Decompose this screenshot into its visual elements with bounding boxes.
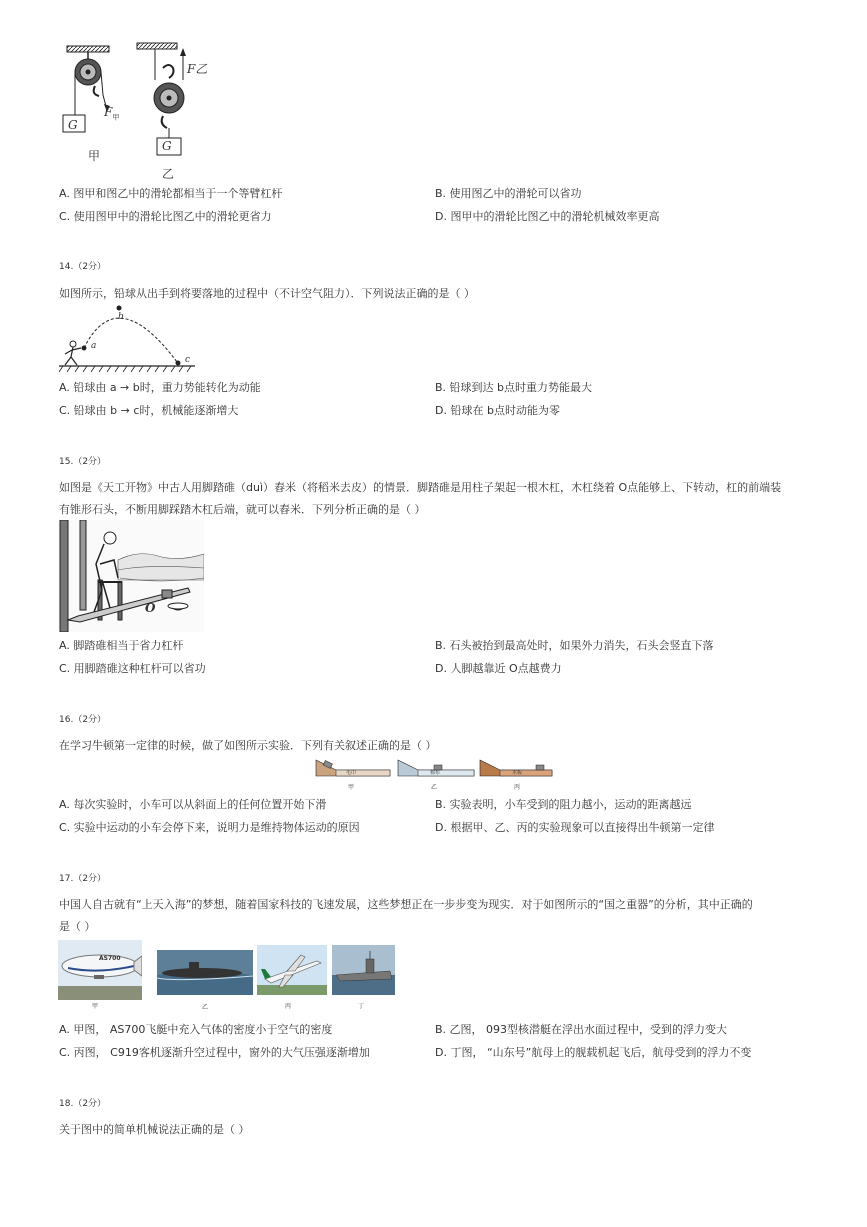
q14-option-a[interactable]: A. 铅球由 a → b时，重力势能转化为动能 bbox=[59, 381, 261, 394]
q17-option-d[interactable]: D. 丁图， “山东号”航母上的舰载机起飞后，航母受到的浮力不变 bbox=[435, 1046, 752, 1059]
q13-option-a[interactable]: A. 图甲和图乙中的滑轮都相当于一个等臂杠杆 bbox=[59, 187, 283, 200]
q15-stem-line1: 如图是《天工开物》中古人用脚踏碓（duì）舂米（将稻米去皮）的情景．脚踏碓是用柱子架起一根木杠，木杠绕着 O点能够上、下转动，杠的前端装 bbox=[59, 481, 782, 494]
q16-option-c[interactable]: C. 实验中运动的小车会停下来，说明力是维持物体运动的原因 bbox=[59, 821, 360, 834]
weight-label-jia: G bbox=[68, 118, 78, 132]
weight-label-yi: G bbox=[162, 139, 172, 153]
q17-stem-line2: 是（ ） bbox=[59, 920, 96, 933]
pivot-o-label: O bbox=[145, 601, 156, 615]
q15-option-b[interactable]: B. 石头被抬到最高处时，如果外力消失，石头会竖直下落 bbox=[435, 639, 714, 652]
q14-number: 14.（2分） bbox=[59, 262, 107, 272]
caption-yi: 乙 bbox=[162, 167, 175, 181]
q17-option-a[interactable]: A. 甲图， AS700飞艇中充入气体的密度小于空气的密度 bbox=[59, 1023, 333, 1036]
airliner-photo bbox=[257, 945, 327, 995]
q14-option-c[interactable]: C. 铅球由 b → c时，机械能逐渐增大 bbox=[59, 404, 239, 417]
blimp-text: AS700 bbox=[99, 955, 121, 962]
submarine-photo bbox=[157, 950, 253, 995]
caption-jia: 甲 bbox=[88, 149, 101, 163]
point-c-label: c bbox=[185, 355, 191, 365]
q14-option-d[interactable]: D. 铅球在 b点时动能为零 bbox=[435, 404, 560, 417]
q15-option-c[interactable]: C. 用脚踏碓这种杠杆可以省功 bbox=[59, 662, 206, 675]
q16-option-a[interactable]: A. 每次实验时，小车可以从斜面上的任何位置开始下滑 bbox=[59, 798, 327, 811]
blimp-photo bbox=[58, 940, 142, 1000]
caption-17-yi: 乙 bbox=[202, 1004, 209, 1011]
surface-label-2: 棉布 bbox=[430, 770, 441, 776]
q15-number: 15.（2分） bbox=[59, 457, 107, 467]
q15-option-a[interactable]: A. 脚踏碓相当于省力杠杆 bbox=[59, 639, 184, 652]
caption-17-ding: 丁 bbox=[358, 1003, 365, 1010]
q15-stem-line2: 有锥形石头，不断用脚踩踏木杠后端，就可以舂米．下列分析正确的是（ ） bbox=[59, 503, 426, 516]
q17-option-b[interactable]: B. 乙图， 093型核潜艇在浮出水面过程中，受到的浮力变大 bbox=[435, 1023, 728, 1036]
q16-option-b[interactable]: B. 实验表明，小车受到的阻力越小，运动的距离越远 bbox=[435, 798, 692, 811]
q13-option-c[interactable]: C. 使用图甲中的滑轮比图乙中的滑轮更省力 bbox=[59, 210, 272, 223]
foot-pestle-figure bbox=[58, 520, 204, 632]
q17-number: 17.（2分） bbox=[59, 874, 107, 884]
surface-label-1: 毛巾 bbox=[346, 770, 357, 776]
q16-stem: 在学习牛顿第一定律的时候，做了如图所示实验．下列有关叙述正确的是（ ） bbox=[59, 739, 437, 752]
caption-16-jia: 甲 bbox=[348, 784, 355, 791]
q13-option-b[interactable]: B. 使用图乙中的滑轮可以省功 bbox=[435, 187, 582, 200]
point-b-label: b bbox=[118, 312, 124, 322]
q14-stem: 如图所示，铅球从出手到将要落地的过程中（不计空气阻力）．下列说法正确的是（ ） bbox=[59, 287, 475, 300]
q17-stem-line1: 中国人自古就有“上天入海”的梦想，随着国家科技的飞速发展，这些梦想正在一步步变为现实．对于如图所示的“国之重器”的分析，其中正确的 bbox=[59, 898, 753, 911]
q14-option-b[interactable]: B. 铅球到达 b点时重力势能最大 bbox=[435, 381, 593, 394]
surface-label-3: 木板 bbox=[512, 770, 523, 776]
q15-option-d[interactable]: D. 人脚越靠近 O点越费力 bbox=[435, 662, 562, 675]
caption-16-bing: 丙 bbox=[514, 784, 521, 791]
q18-number: 18.（2分） bbox=[59, 1099, 107, 1109]
caption-17-jia: 甲 bbox=[92, 1003, 99, 1010]
q13-option-d[interactable]: D. 图甲中的滑轮比图乙中的滑轮机械效率更高 bbox=[435, 210, 660, 223]
q18-stem: 关于图中的简单机械说法正确的是（ ） bbox=[59, 1123, 250, 1136]
q16-option-d[interactable]: D. 根据甲、乙、丙的实验现象可以直接得出牛顿第一定律 bbox=[435, 821, 715, 834]
q17-option-c[interactable]: C. 丙图， C919客机逐渐升空过程中，窗外的大气压强逐渐增加 bbox=[59, 1046, 370, 1059]
point-a-label: a bbox=[91, 341, 97, 351]
q16-number: 16.（2分） bbox=[59, 715, 107, 725]
force-label-jia: $F_甲$ bbox=[104, 105, 120, 122]
caption-17-bing: 丙 bbox=[285, 1003, 292, 1010]
carrier-photo bbox=[332, 945, 395, 995]
caption-16-yi: 乙 bbox=[431, 784, 438, 791]
shot-put-figure bbox=[57, 302, 197, 374]
force-label-yi: F乙 bbox=[187, 62, 208, 76]
